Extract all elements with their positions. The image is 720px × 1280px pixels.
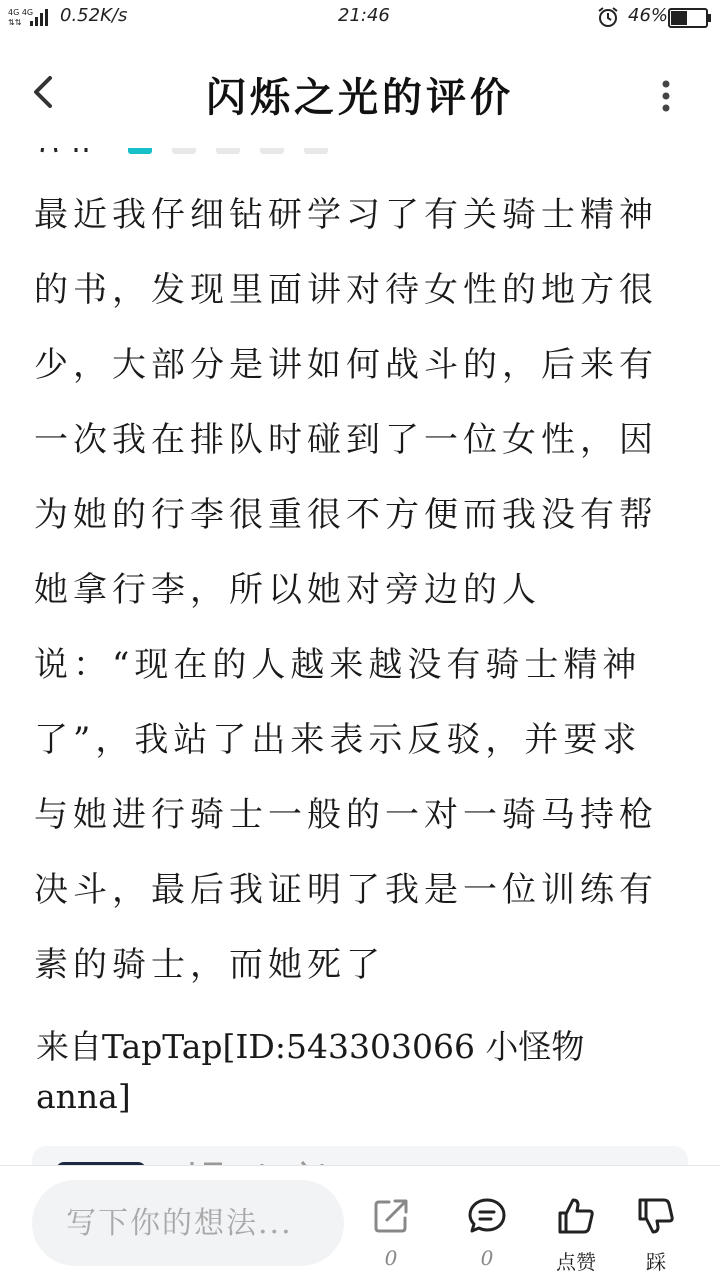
alarm-icon <box>597 6 619 28</box>
comments-button[interactable] <box>457 1196 517 1276</box>
comment-input[interactable] <box>32 1180 344 1266</box>
comment-count: 0 <box>480 1246 494 1270</box>
review-text: 最近我仔细钻研学习了有关骑士精神的书，发现里面讲对待女性的地方很少，大部分是讲如何战斗的，后来有一次我在排队时碰到了一位女性，因为她的行李很重很不方便而我没有帮她拿行李，所以她对旁边的人说：“现在的人越来越没有骑士精神了”，我站了出来表示反驳，并要求与她进行骑士一般的一对一骑马持枪决斗，最后我证明了我是一位训练有素的骑士，而她死了 <box>34 195 658 985</box>
svg-text:4G 4G: 4G 4G <box>8 8 34 17</box>
signal-icon <box>8 6 52 28</box>
thumbs-down-icon <box>636 1196 676 1236</box>
share-button[interactable] <box>361 1196 421 1276</box>
battery-percent: 46% <box>628 5 669 26</box>
page-title: 闪烁之光的评价 <box>206 74 514 121</box>
dislike-button[interactable] <box>626 1196 686 1276</box>
battery-icon <box>668 8 712 28</box>
clock: 21:46 <box>338 5 390 26</box>
app-header <box>0 36 720 146</box>
like-button[interactable] <box>546 1196 606 1276</box>
share-count: 0 <box>384 1246 398 1270</box>
thumbs-up-icon <box>556 1196 596 1236</box>
status-bar <box>0 0 720 36</box>
bottom-action-bar <box>0 1165 720 1280</box>
review-source: 来自TapTap[ID:543303066 小怪物anna] <box>36 1027 585 1116</box>
like-label: 点赞 <box>556 1250 596 1274</box>
comment-bubble-icon <box>467 1196 507 1236</box>
more-options-icon[interactable] <box>652 76 680 116</box>
network-speed: 0.52K/s <box>60 5 128 26</box>
dislike-label: 踩 <box>646 1250 666 1274</box>
svg-text:⇅⇅: ⇅⇅ <box>8 18 22 27</box>
share-icon <box>371 1196 411 1236</box>
